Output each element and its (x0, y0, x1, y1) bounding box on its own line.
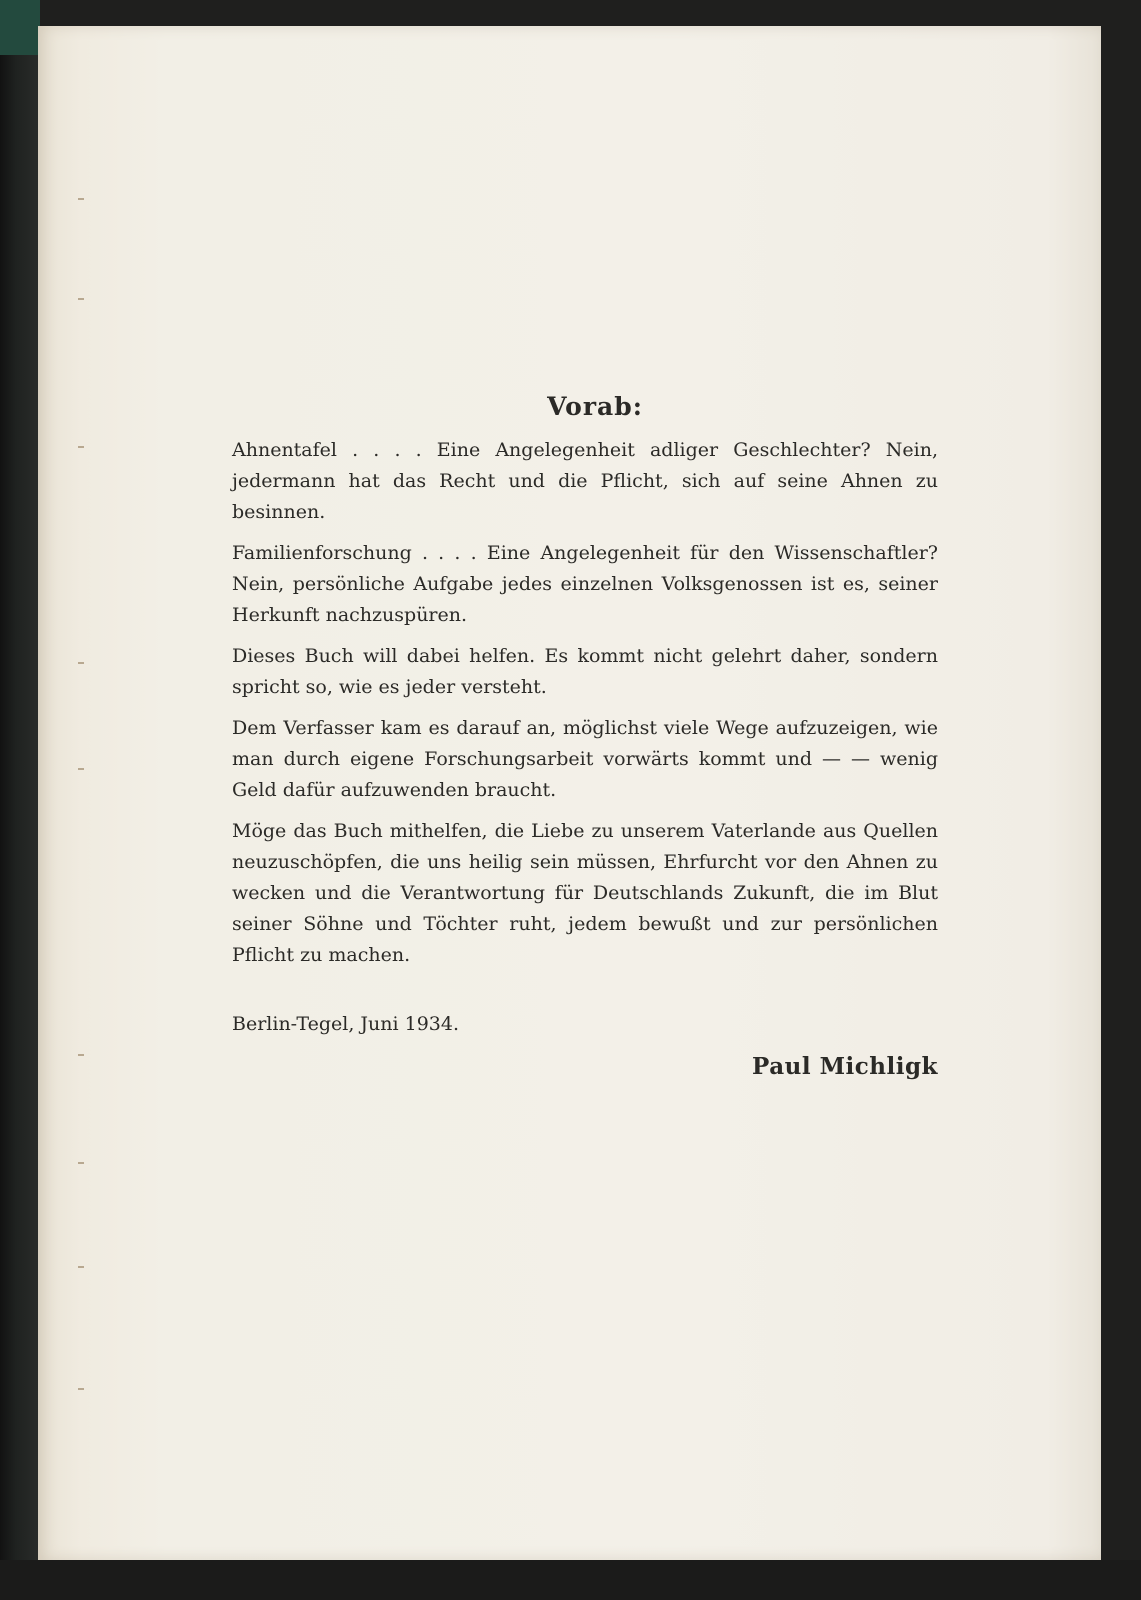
spine-cloth-band (0, 0, 40, 55)
binding-mark (78, 1388, 84, 1390)
binding-mark (78, 198, 84, 200)
foreword-paragraph: Ahnentafel . . . . Eine Angelegenheit adliger Geschlechter? Nein, jedermann hat das Recht und die Pflicht, sich auf seine Ahnen zu besinnen. (232, 439, 938, 523)
binding-mark (78, 1266, 84, 1268)
page-bottom-shadow (0, 1560, 1141, 1600)
foreword-paragraph: Dem Verfasser kam es darauf an, möglichst viele Wege aufzuzeigen, wie man durch eigene Forschungsarbeit vorwärts kommt und — — wenig Geld dafür aufzuwenden braucht. (232, 717, 938, 801)
book-spine (0, 0, 40, 1600)
binding-mark (78, 1054, 84, 1056)
binding-mark (78, 298, 84, 300)
binding-mark (78, 662, 84, 664)
foreword-paragraph: Familienforschung . . . . Eine Angelegenheit für den Wissenschaftler? Nein, persönliche Aufgabe jedes einzelnen Volksgenossen ist es, seiner Herkunft nachzuspüren. (232, 542, 938, 626)
binding-mark (78, 446, 84, 448)
foreword-section (232, 392, 938, 1080)
binding-mark (78, 768, 84, 770)
foreword-title: Vorab: (547, 392, 643, 421)
author-signature: Paul Michligk (752, 1053, 938, 1080)
place-date: Berlin-Tegel, Juni 1934. (232, 1013, 460, 1035)
foreword-paragraph: Möge das Buch mithelfen, die Liebe zu unserem Vaterlande aus Quellen neuzuschöpfen, die uns heilig sein müssen, Ehrfurcht vor den Ahnen zu wecken und die Verantwortung für Deutschlands Zukunft, die im Blut seiner Söhne und Töchter ruht, jedem bewußt und zur persönlichen Pflicht zu machen. (232, 820, 938, 966)
foreword-paragraph: Dieses Buch will dabei helfen. Es kommt nicht gelehrt daher, sondern spricht so, wie es jeder versteht. (232, 645, 938, 698)
binding-mark (78, 1162, 84, 1164)
